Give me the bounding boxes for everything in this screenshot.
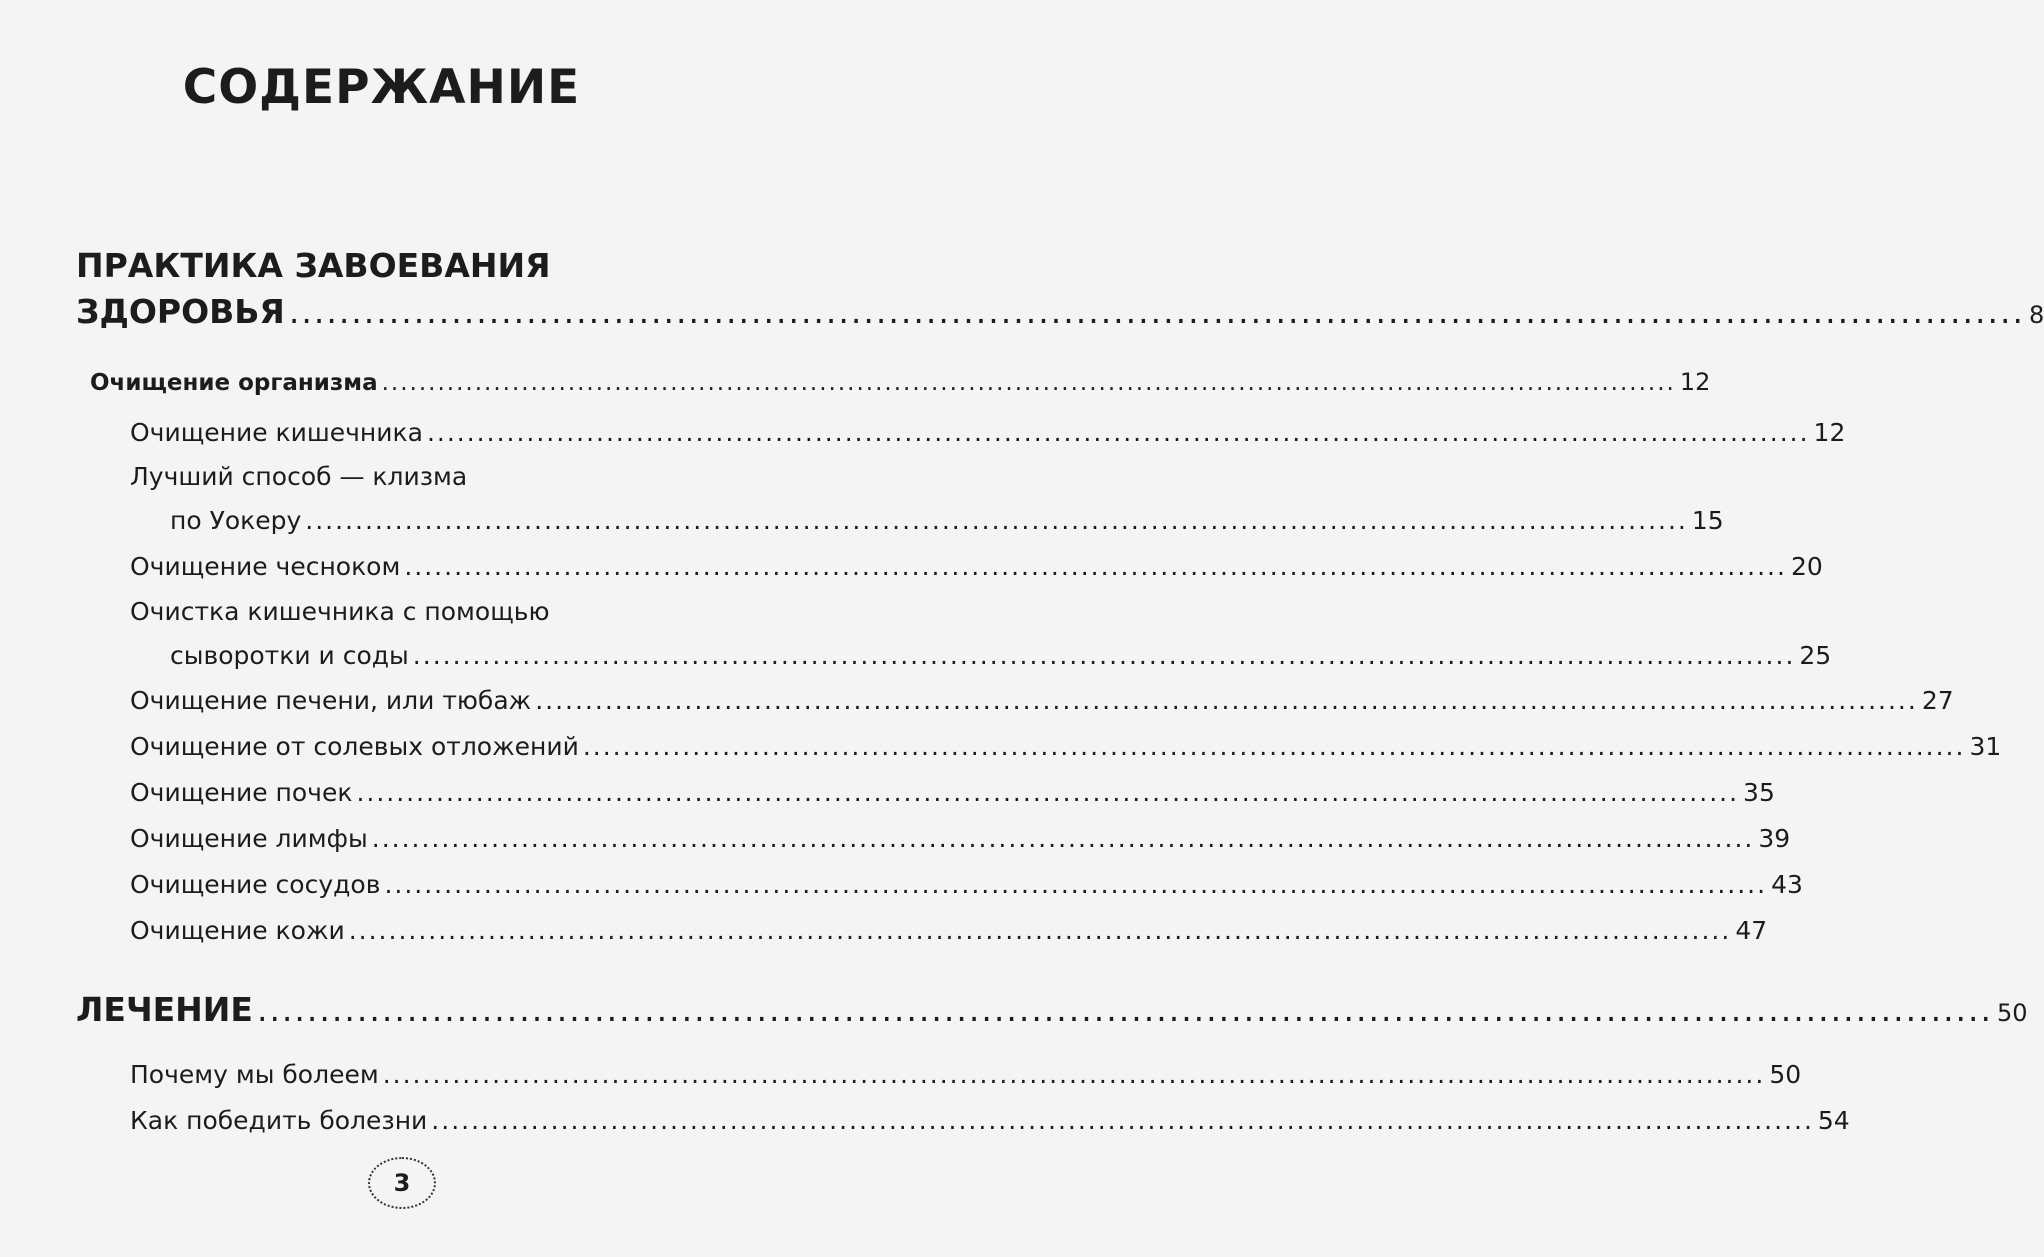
entry-title: Очищение кожи [130, 916, 345, 945]
dot-leader: ........................................................................................................................................... [371, 824, 1755, 853]
section-title-line2: ЗДОРОВЬЯ [76, 292, 285, 331]
page-ref: 12 [1679, 368, 1711, 396]
entry-title: Очищение печени, или тюбаж [130, 686, 532, 715]
entry-title-line2: сыворотки и соды [170, 641, 409, 670]
dot-leader: ........................................................................................................................................... [348, 916, 1732, 945]
page-ref: 25 [1799, 641, 1832, 670]
dot-leader: ........................................................................................................................................... [412, 641, 1796, 670]
page-number-badge [368, 1157, 436, 1209]
page-number: 3 [393, 1169, 411, 1197]
entry-title: Очищение от солевых отложений [130, 732, 579, 761]
dot-leader: ........................................................................................................................................... [356, 778, 1740, 807]
page-ref: 31 [1969, 732, 2002, 761]
dot-leader: ........................................................................................................................................... [426, 418, 1810, 447]
section-title: ЛЕЧЕНИЕ [76, 990, 253, 1029]
page-ref: 47 [1735, 916, 1768, 945]
dot-leader: ........................................................................................................................................... [582, 732, 1966, 761]
toc-entry[interactable] [130, 1060, 1802, 1089]
dot-leader: ........................................................................................................................................... [431, 1106, 1814, 1135]
section-title-line1: ПРАКТИКА ЗАВОЕВАНИЯ [76, 246, 551, 285]
toc-entry[interactable] [170, 641, 1832, 670]
toc-entry[interactable] [130, 686, 1954, 715]
dot-leader: ........................................................................................................................................... [381, 370, 1676, 396]
dot-leader: ........................................................................................................................................... [288, 292, 2025, 331]
toc-entry-section[interactable] [76, 990, 2028, 1029]
entry-title: Очищение лимфы [130, 824, 368, 853]
dot-leader: ........................................................................................................................................... [256, 990, 1994, 1029]
page-ref: 39 [1758, 824, 1791, 853]
subsection-title: Очищение организма [90, 370, 378, 396]
page-ref: 50 [1769, 1060, 1802, 1089]
toc-entry[interactable] [130, 870, 1803, 899]
page-title: СОДЕРЖАНИЕ [182, 60, 581, 115]
entry-title: Очищение почек [130, 778, 353, 807]
dot-leader: ........................................................................................................................................... [382, 1060, 1766, 1089]
dot-leader: ........................................................................................................................................... [305, 506, 1688, 535]
toc-entry[interactable] [130, 916, 1768, 945]
toc-entry[interactable] [130, 418, 1846, 447]
toc-entry[interactable] [170, 506, 1724, 535]
toc-entry[interactable] [130, 1106, 1850, 1135]
page-ref: 8 [2028, 301, 2044, 329]
page-ref: 43 [1771, 870, 1803, 899]
toc-entry[interactable] [130, 732, 2002, 761]
toc-entry-section[interactable] [76, 292, 2044, 331]
entry-title-line1: Очистка кишечника с помощью [130, 597, 550, 626]
toc-entry-subsection[interactable] [90, 368, 1711, 396]
toc-entry[interactable] [130, 778, 1775, 807]
toc-entry[interactable] [130, 552, 1823, 581]
page-ref: 54 [1817, 1106, 1850, 1135]
entry-title: Как победить болезни [130, 1106, 428, 1135]
page-ref: 12 [1813, 418, 1846, 447]
page-ref: 27 [1921, 686, 1954, 715]
entry-title: Очищение кишечника [130, 418, 423, 447]
entry-title-line2: по Уокеру [170, 506, 302, 535]
page-ref: 35 [1743, 778, 1775, 807]
dot-leader: ........................................................................................................................................... [404, 552, 1787, 581]
entry-title-line1: Лучший способ — клизма [130, 462, 468, 491]
entry-title: Очищение чесноком [130, 552, 401, 581]
entry-title: Очищение сосудов [130, 870, 381, 899]
page-ref: 50 [1997, 999, 2028, 1027]
page-ref: 15 [1691, 506, 1724, 535]
page-ref: 20 [1790, 552, 1823, 581]
toc-entry[interactable] [130, 824, 1791, 853]
dot-leader: ........................................................................................................................................... [384, 870, 1768, 899]
entry-title: Почему мы болеем [130, 1060, 379, 1089]
dot-leader: ........................................................................................................................................... [535, 686, 1918, 715]
